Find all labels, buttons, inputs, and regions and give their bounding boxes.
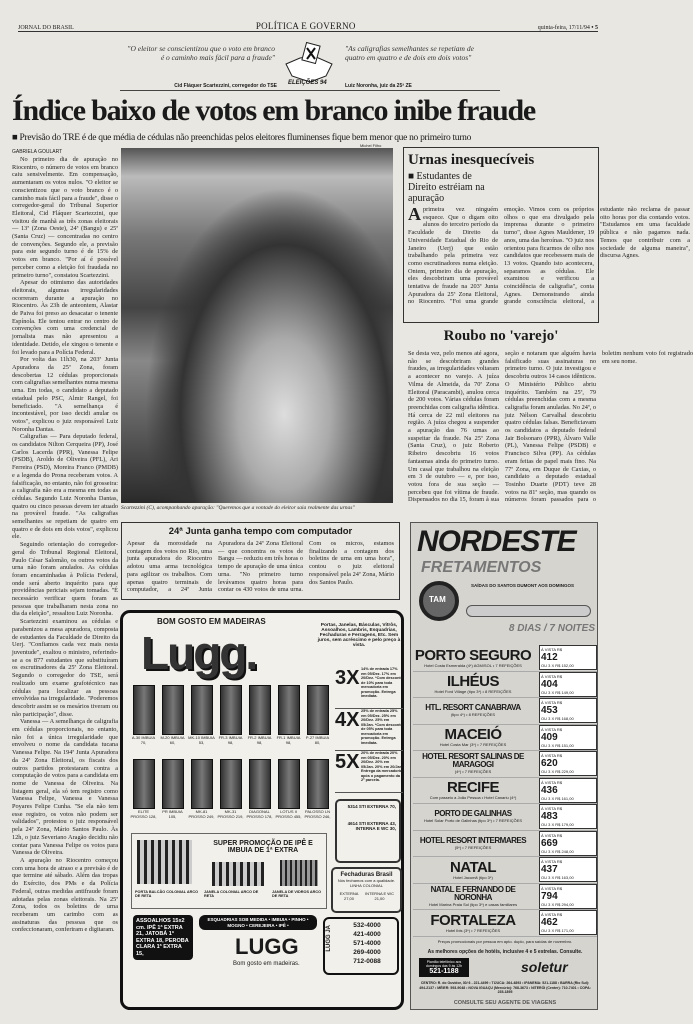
destination-row bbox=[413, 698, 597, 725]
price-label: À VISTA R$ bbox=[541, 912, 563, 918]
door-item bbox=[129, 685, 158, 745]
destination-info bbox=[413, 780, 533, 800]
window-image bbox=[212, 862, 264, 886]
paragraph: Caligrafias — Para deputado federal, os candidatos Nilton Cerqueira (PP), José Carlos Lacerda (PPR), Vanessa Felipe (PSDB), Aroldo de Oliveira (PFL), Ari Ferreira (PSD), Moreira Franco (PMDB) e a legenda do Prona receberam votos. A falsificação, no entanto, não foi grosseira: a caligrafia não era a mesma em todas as cédulas. Segundo Luiz Noronha Dantas, quatro ou cinco pessoas devem ter atuado na provável fraude. "As caligrafias semelhantes se repetiam de quatro em quatro e de dois em dois votos", explicou ele. bbox=[12, 433, 118, 541]
destination-hotel: Hotel Jacumã (tipo 3*) bbox=[453, 874, 493, 880]
news-photo bbox=[121, 148, 393, 503]
junta-box bbox=[121, 522, 400, 600]
phone-label: Plantão telefônico aos domingos das 9 às 12h bbox=[425, 960, 463, 968]
window-image bbox=[137, 840, 192, 884]
lugg-brand: Lugg. bbox=[141, 627, 257, 679]
sidebar-box bbox=[403, 147, 690, 323]
door-label: DIAGONAL PROSSO 178, bbox=[246, 809, 273, 819]
destination-name: MACEIÓ bbox=[444, 726, 502, 744]
headline: Índice baixo de votos em branco inibe fraude bbox=[12, 94, 536, 127]
door-image bbox=[133, 685, 155, 735]
price-value: 483 bbox=[541, 811, 558, 823]
door-image bbox=[278, 759, 300, 809]
door-label: MK-10 IMBUIA 53, bbox=[188, 735, 215, 745]
destination-hotel: Com passeio a João Pessoa • Hotel Canariu (4*) bbox=[429, 795, 517, 801]
installments: OU 3 X R$ 161,00 bbox=[541, 795, 574, 801]
plan-installments: 4X bbox=[335, 709, 360, 731]
quote-right-author: Luiz Noronha, juiz da 25ª ZE bbox=[345, 83, 412, 89]
installments: OU 3 X R$ 149,00 bbox=[541, 689, 574, 695]
payment-plan bbox=[335, 709, 403, 751]
page-number: • 5 bbox=[591, 25, 598, 31]
destination-hotel: Hotel Solar Porto de Galinhas (tipo 3*) • 7 REFEIÇÕES bbox=[423, 818, 523, 824]
price-value: 437 bbox=[541, 864, 558, 876]
price-label: À VISTA R$ bbox=[541, 806, 563, 812]
addresses: CENTRO: R. do Ouvidor, 30/ 6 - 221-4499 • TIJUCA: 264-4893 • IPANEMA: 521-1188 • BARRA (Rio Sul): 494-2137 • MÉIER: 593-9048 • NOVA IGUAÇU (Mercúrio): 768-3673 • NITERÓI (Center): 710-7401 • COPA: 235-1895 bbox=[419, 981, 591, 994]
sidebar-subtitle: ■ Estudantes de Direito estréiam na apuração bbox=[408, 171, 485, 204]
pado-int: INTERNA E WC 21,00 bbox=[365, 891, 394, 901]
window-image bbox=[280, 860, 318, 886]
esquadrias-box: ESQUADRIAS SOB MEDIDA • IMBUIA • PINHO • MOGNO • CEREJEIRA • IPÊ • bbox=[199, 915, 317, 930]
door-image bbox=[307, 759, 329, 809]
door-image bbox=[220, 759, 242, 809]
destination-name: HTL. RESORT CANABRAVA bbox=[425, 703, 521, 713]
price-box bbox=[539, 804, 597, 829]
price-label: À VISTA R$ bbox=[541, 885, 563, 891]
price-label: À VISTA R$ bbox=[541, 832, 563, 838]
door-label: FR-2 IMBUIA 98, bbox=[247, 735, 272, 745]
destination-name: FORTALEZA bbox=[430, 911, 516, 929]
price-box bbox=[539, 857, 597, 882]
destination-row bbox=[413, 884, 597, 911]
installments: OU 3 X R$ 151,00 bbox=[541, 742, 574, 748]
soletur-logo: soletur bbox=[521, 959, 568, 975]
door-label: MK-31 PROSSO 219, bbox=[217, 809, 244, 819]
section-title: POLÍTICA E GOVERNO bbox=[255, 21, 356, 31]
destination-hotel: (5*) • 7 REFEIÇÕES bbox=[454, 844, 492, 850]
lugg-logo: LUGG bbox=[235, 934, 299, 959]
lugg-products: Portas, Janelas, Básculas, Vitrôs, Assoalhos, Lambris, Esquadrias, Fechaduras e Ferragens, Etc. Sem juros, sem acréscimo e pelo preço à vista. bbox=[317, 623, 401, 648]
nordeste-ad bbox=[410, 522, 598, 1010]
price-label: À VISTA R$ bbox=[541, 700, 563, 706]
price-label: À VISTA R$ bbox=[541, 753, 563, 759]
door-image bbox=[249, 685, 271, 735]
destination-hotel: (tipo 4*) • 8 REFEIÇÕES bbox=[450, 712, 496, 718]
hardware-price: 4614 STI EXTERNA 43, bbox=[347, 821, 396, 826]
payment-plan bbox=[335, 751, 403, 793]
destination-row bbox=[413, 778, 597, 805]
hardware-price: 5314 STI EXTERNA 70, bbox=[347, 804, 396, 809]
destination-info bbox=[413, 913, 533, 933]
destination-info bbox=[413, 648, 533, 668]
price-box bbox=[539, 645, 597, 670]
dropcap: A bbox=[408, 204, 421, 224]
door-item bbox=[216, 685, 245, 745]
plan-installments: 5X bbox=[335, 751, 360, 773]
destination-info bbox=[413, 727, 533, 747]
price-box bbox=[539, 884, 597, 909]
store-phone: 712-0088 bbox=[353, 958, 381, 965]
destination-hotel: Hotel Costa Mar (3*) • 7 REFEIÇÕES bbox=[439, 742, 507, 748]
door-item bbox=[274, 759, 303, 819]
door-item bbox=[129, 759, 158, 819]
door-item bbox=[158, 759, 187, 819]
destination-info bbox=[413, 753, 533, 774]
destination-name: RECIFE bbox=[446, 779, 499, 797]
window-label: JANELA COLONIAL ARCO DE RETA bbox=[204, 890, 259, 898]
door-image bbox=[249, 759, 271, 809]
price-box bbox=[539, 831, 597, 856]
installments: OU 3 X R$ 168,00 bbox=[541, 716, 574, 722]
destination-hotel: Hotel Ibis (3*) • 7 REFEIÇÕES bbox=[445, 927, 501, 933]
destination-name: PORTO SEGURO bbox=[414, 646, 532, 664]
installments: OU 3 X R$ 294,00 bbox=[541, 901, 574, 907]
store-phone: 421-4000 bbox=[353, 931, 381, 938]
pado-slogan: Nós fechamos com a qualidade. bbox=[337, 878, 396, 883]
pado-line: LINHA COLONIAL bbox=[350, 883, 383, 888]
door-item bbox=[274, 685, 303, 745]
door-image bbox=[133, 759, 155, 809]
best-options: As melhores opções de hotéis, inclusive 4 e 5 estrelas. Consulte. bbox=[427, 949, 583, 955]
destination-hotel: (4*) • 7 REFEIÇÕES bbox=[454, 769, 492, 775]
destination-name: NATAL bbox=[449, 858, 497, 876]
duration: 8 DIAS / 7 NOITES bbox=[508, 623, 595, 634]
destination-row bbox=[413, 831, 597, 858]
door-label: PR IMBUIA 105, bbox=[162, 809, 183, 819]
price-value: 462 bbox=[541, 917, 558, 929]
paragraph: Vanessa — A semelhança de caligrafia em cédulas proporcionais, no entanto, não foi a única irregularidade que envolveu o nome da candidata tucana Vanessa Felipe. Na 194ª Junta Apuradora da 24ª Zona Eleitoral, os fiscais dos outros partidos protestaram contra a computação de votos para a candidata em nome de Vanessa de Oliveira. Na listagem geral, ela só tem registro como Vanessa Felipe, Vanessa e Vanessa Poyares Felipe Cunha. "Se ela não tem esse registro, os votos não podem ser validados", protestou o juiz responsável pela 24ª Zona, Mário Santos Paulo. Às 12h, o juiz Severiano Aragão decidiu não contar para Vanessa Felipe os votos para Vanessa de Oliveira. bbox=[12, 718, 118, 857]
destination-row bbox=[413, 645, 597, 672]
sidebar-text: primeira vez ninguém esquece. Que o digam oito alunos do terceiro período da Faculdade de Direito da Universidade Estadual do Rio de Janeiro (Uerj) que estão trabalhando pela primeira vez como escrutinadores numa eleição. Ontem, primeiro dia de apuração, eles descobriram uma provável tentativa de fraude na 203ª Junta Apuradora da 25ª Zona Eleitoral, no Riocentro. "Foi uma grande emoção. Vimos com os próprios olhos o que era divulgado pela imprensa durante o primeiro turno", disse Agnes Mauldener, 19 anos, uma das heroínas. "O juiz nos orientou para ficarmos de olho nos candidatos que recebessem mais de 13 votos. Quando isto acontecera, separamos as cédulas. Ele examinou e verificou a coincidência de caligrafia", conta Agnes. Demonstrando ainda grande consciência eleitoral, a estudante não reclama de passar oito horas por dia contando votos. "Estudamos em uma faculdade pública e não pagamos nada. Temos que contribuir com a sociedade de alguma maneira", discursa Agnes. bbox=[408, 206, 690, 306]
junta-title: 24ª Junta ganha tempo com computador bbox=[168, 526, 353, 537]
price-note: Preços promocionais por pessoa em apto. duplo, para saídas de novembro. bbox=[437, 939, 573, 944]
store-phone: 532-4000 bbox=[353, 922, 381, 929]
paragraph: Por volta das 11h30, na 203ª Junta Apuradora da 25ª Zona, foram descobertas 12 cédulas proporcionais com caligrafias semelhantes numa mesma urna. Em todas, o candidato a deputado estadual pelo PSC, Almir Rangel, foi beneficiado. "A semelhança é incontestável, por isso decidi anular os votos", explicou o juiz responsável Luiz Noronha Dantas. bbox=[12, 356, 118, 433]
price-box bbox=[539, 725, 597, 750]
elections-logo bbox=[280, 42, 340, 90]
destination-hotel: Hotel Ford Village (tipo 3*) • 8 REFEIÇÕES bbox=[434, 689, 512, 695]
installments: OU 3 X R$ 179,00 bbox=[541, 822, 574, 828]
departure: SAÍDAS DO SANTOS DUMONT AOS DOMINGOS bbox=[471, 583, 575, 588]
lugg-ad bbox=[120, 610, 404, 1010]
plan-installments: 3X bbox=[335, 667, 360, 689]
lugg-side-label: LUGG JÁ bbox=[326, 925, 332, 952]
door-item bbox=[158, 685, 187, 745]
destination-row bbox=[413, 857, 597, 884]
price-label: À VISTA R$ bbox=[541, 859, 563, 865]
installments: OU 3 X R$ 152,00 bbox=[541, 663, 574, 669]
door-item bbox=[216, 759, 245, 819]
roubo-title: Roubo no 'varejo' bbox=[443, 328, 559, 344]
destination-hotel: Hotel Marina Praia Sol (tipo 3*) e casas familiares bbox=[428, 901, 518, 907]
hardware-price: INTERNA E WC 30, bbox=[355, 826, 396, 831]
price-label: À VISTA R$ bbox=[541, 779, 563, 785]
door-item bbox=[245, 685, 274, 745]
destination-info bbox=[413, 837, 533, 850]
date: quinta-feira, 17/11/94 bbox=[537, 25, 590, 31]
installments: OU 3 X R$ 163,00 bbox=[541, 875, 574, 881]
window-label: PORTA BALCÃO COLONIAL ARCO DE RETA bbox=[135, 890, 199, 898]
destination-row bbox=[413, 672, 597, 699]
price-value: 409 bbox=[541, 731, 558, 743]
price-value: 620 bbox=[541, 758, 558, 770]
destination-info bbox=[413, 674, 533, 694]
price-box bbox=[539, 910, 597, 935]
door-item bbox=[245, 759, 274, 819]
installments: OU 3 X R$ 229,00 bbox=[541, 769, 574, 775]
price-value: 669 bbox=[541, 837, 558, 849]
paper-name: JORNAL DO BRASIL bbox=[18, 25, 74, 31]
door-item bbox=[303, 759, 332, 819]
phone-number: 521-1188 bbox=[429, 968, 459, 975]
plan-terms: 14% de entrada 17% em 05/Dez. 17% em 20/Dez. *Com desconto de 10% para toda mercadoria em promoção. Entrega imediata. bbox=[361, 667, 403, 698]
price-value: 436 bbox=[541, 784, 558, 796]
payment-plan bbox=[335, 667, 403, 709]
door-item bbox=[303, 685, 332, 745]
quote-left: "O eleitor se conscientizou que o voto em branco é o caminho mais fácil para a fraude" bbox=[127, 44, 275, 62]
airplane-image bbox=[466, 605, 591, 617]
sidebar-title: Urnas inesquecíveis bbox=[408, 152, 535, 168]
price-label: À VISTA R$ bbox=[541, 673, 563, 679]
installments: OU 3 X R$ 171,00 bbox=[541, 928, 574, 934]
destination-name: NATAL E FERNANDO DE NORONHA bbox=[430, 884, 516, 902]
paragraph: Apesar do otimismo das autoridades eleitorais, algumas irregularidades ocorreram durante a apuração no Riocentro. Às 23h de anteontem, Alastar de Paiva foi preso ao desacatar o tenente Espínola. Ele tentou entrar no centro de convenções com uma credencial de jornalista mas não apresentou a identidade. Detido, ele xingou o tenente e foi levado para a Polícia Federal. bbox=[12, 279, 118, 356]
door-label: ELITE PROSSO 128, bbox=[130, 809, 157, 819]
paragraph: A apuração no Riocentro começou com uma hora de atraso e a previsão é de que termine até sábado. Além das tropas do Exército, dos PMs e da Polícia Federal, outras medidas antifraude foram adotadas pelas zonas eleitorais. Na 25ª Zona, todos os boletins de urna receberam um carimbo com as assinaturas das pessoas que os confeccionaram, conferiram e digitaram. bbox=[12, 856, 118, 934]
door-label: P-27 IMBUIA 80, bbox=[305, 735, 330, 745]
destination-info bbox=[413, 704, 533, 717]
destination-name: PORTO DE GALINHAS bbox=[434, 809, 512, 819]
nordeste-title: NORDESTE bbox=[417, 525, 576, 558]
destination-name: HOTEL RESORT INTERMARES bbox=[419, 835, 527, 845]
door-label: A-30 IMBUIA 70, bbox=[131, 735, 156, 745]
door-image bbox=[307, 685, 329, 735]
store-phone: 571-4000 bbox=[353, 940, 381, 947]
door-image bbox=[278, 685, 300, 735]
plan-terms: 20% de entrada 20% em 05/Dez. 20% em 20/Dez. 20% em 05/Jan. 20% em 20/Jan. Entrega da mercadoria após o pagamento da 2ª parcela. bbox=[361, 751, 404, 782]
junta-text: Apesar da morosidade na contagem dos votos no Rio, uma junta apuradora do Riocentro adotou uma arma tecnológica para agilizar os trabalhos. Com apenas quatro terminais de computador, a 24ª Junta Apuradora da 24ª Zona Eleitoral — que concentra os votos de Bangu — reduziu em três horas o tempo de apuração de uma única urna. "No primeiro turno levávamos quatro horas para contar os 430 votos de uma urna. Com os micros, estamos finalizando a contagem dos boletins de urna em uma hora", contou o juiz eleitoral responsável pela 24ª Zona, Mário dos Santos Paulo. bbox=[127, 540, 394, 594]
door-image bbox=[191, 759, 213, 809]
photo-caption: Scartezzini (C), acompanhando apuração: "Queremos que a vontade do eleitor saia realmente das urnas" bbox=[121, 505, 355, 511]
quote-right: "As caligrafias semelhantes se repetiam de quatro em quatro e de dois em dois votos" bbox=[345, 44, 474, 62]
paragraph: Scartezzini examinou as cédulas e parabenizou a mesa apuradora, composta de estudantes da Faculdade de Direito da Uerj. "Confiamos cada vez mais nesta juventude", exaltou o ministro, referindo-se a os 877 estudantes que substituíram os escrutinadores da 25ª Zona Eleitoral. Segundo o corregedor do TSE, será realizado um exame grafotécnico nas cédulas para localizar as pessoas envolvidas na irregularidade. "Poderemos descobrir assim se os mesários tiveram ou não participação", disse. bbox=[12, 618, 118, 718]
store-phone: 269-4000 bbox=[353, 949, 381, 956]
destination-row bbox=[413, 725, 597, 752]
magnifier-icon bbox=[419, 581, 459, 621]
destination-row bbox=[413, 804, 597, 831]
door-label: M-20 IMBUIA 60, bbox=[160, 735, 185, 745]
door-item bbox=[187, 685, 216, 745]
price-box bbox=[539, 778, 597, 803]
door-label: FR-1 IMBUIA 98, bbox=[276, 735, 301, 745]
destination-row bbox=[413, 751, 597, 778]
paragraph: Seguindo orientação do corregedor-geral do Tribunal Regional Eleitoral, Paulo César Salomão, os outros votos da urna não foram anulados. As cédulas foram encaminhadas à Polícia Federal, onde será aberto inquérito para que providências periciais sejam tomadas. "É necessário verificar quem foram as pessoas que trabalharam nesta zona no dia da eleição", ressaltou Luiz Noronha. bbox=[12, 541, 118, 618]
nordeste-subtitle: FRETAMENTOS bbox=[421, 559, 542, 576]
destination-info bbox=[413, 860, 533, 880]
destination-name: ILHÉUS bbox=[446, 673, 499, 691]
destination-info bbox=[413, 810, 533, 823]
pado-brand: Fechaduras Brasil bbox=[340, 872, 393, 878]
door-label: LOTUS II PROSSO 455, bbox=[275, 809, 302, 819]
roubo-text: Se desta vez, pelo menos até agora, não se descobriram grandes fraudes, as irregularidades voltaram a acontecer no varejo. A juíza Vilma de Almeida, da 70ª Zona Eleitoral (Paracambi), anulou cerca de 200 votos. Várias cédulas foram preenchidas com caligrafia idêntica. Há cerca de 22 mil eleitores na região. A juíza chegou a suspender a apuração das 76 urnas ao suspeitar da fraude. Na 25ª Zona (Santa Cruz), o juiz Roberto Ribeiro descobriu 16 votos fantasmas ainda do primeiro turno. Um casal que trabalhou na eleição em 3 de outubro — e, por isso, votou fora de sua seção — percebeu que foi vítima de fraude. Dispensados no dia 15, foram à sua seção e notaram que alguém havia falsificado suas assinaturas no primeiro turno. O juiz investigou e descobriu outros 14 casos idênticos. O Ministério Público abriu inquérito. Também na 25ª, 79 cédulas preenchidas com a mesma caligrafia foram anuladas. No 24ª, o juiz Nélson Carvalhal descobriu quatro cédulas falsas. Beneficiavam os candidatos a deputado federal Jair Bolsonaro (PPR), Álvaro Valle (PL), Vanessa Felipe (PSDB) e Francisco Silva (PP). As cédulas eram feitas de papel mais fino. Na 77ª Zona, em Duque de Caxias, o candidato a deputado estadual Tosinho Duarte (PDT) teve 28 votos na 81ª seção, mas quando os números foram passados para o boletim nenhum voto foi registrado em seu nome. bbox=[408, 350, 693, 504]
deck: ■ Previsão do TRE é de que média de cédulas não preenchidas pelos eleitores fluminenses fique bem menor que no primeiro turno bbox=[12, 133, 472, 143]
quote-left-author: Cid Fláquer Scartezzini, corregedor do TSE bbox=[174, 83, 277, 89]
price-label: À VISTA R$ bbox=[541, 726, 563, 732]
destination-name: HOTEL RESORT SALINAS DE MARAGOGI bbox=[422, 752, 524, 770]
price-value: 453 bbox=[541, 705, 558, 717]
price-box bbox=[539, 698, 597, 723]
price-value: 412 bbox=[541, 652, 558, 664]
destination-info bbox=[413, 886, 533, 907]
door-image bbox=[162, 685, 184, 735]
assoalhos-box: ASSOALHOS 15x2 cm. IPÊ 1ª EXTRA 21, JATOBÁ 1ª EXTRA 18, PEROBA CLARA 1ª EXTRA 15, bbox=[133, 915, 193, 960]
door-image bbox=[191, 685, 213, 735]
destination-hotel: Hotel Costa Esmeralda (4*) AGM/SOL • 7 REFEIÇÕES bbox=[424, 662, 522, 668]
elections-logo-text: ELEIÇÕES 94 bbox=[288, 80, 327, 86]
price-label: À VISTA R$ bbox=[541, 647, 563, 653]
door-label: PALOSSO LN PROSSO 246, bbox=[304, 809, 331, 819]
price-value: 404 bbox=[541, 678, 558, 690]
consult-agent: CONSULTE SEU AGENTE DE VIAGENS bbox=[453, 1000, 557, 1006]
lugg-tagline: BOM GOSTO EM MADEIRAS bbox=[157, 617, 266, 626]
byline: GABRIELA GOULART bbox=[12, 149, 63, 155]
door-label: FR-3 IMBUIA 98, bbox=[218, 735, 243, 745]
airline-logo: TAM bbox=[429, 595, 446, 604]
door-item bbox=[187, 759, 216, 819]
window-label: JANELA DE VIDROS ARCO DE RETA bbox=[272, 890, 322, 898]
lugg-slogan: Bom gosto em madeiras. bbox=[233, 961, 300, 967]
price-box bbox=[539, 751, 597, 776]
paragraph: No primeiro dia de apuração no Riocentro, o número de votos em branco caiu sensivelmente. Em compensação, aumentaram os votos nulos. "O eleitor se conscientizou que o voto branco é o caminho mais fácil para a fraude", disse o corregedor-geral do Tribunal Superior Eleitoral, Cid Fláquer Scartezzini, que visitou de manhã as três zonas eleitorais — 13ª (Zona Oeste), 24ª (Bangu) e 25ª (Santa Cruz) — concentradas no centro de convenções. Segundo ele, a previsão para este segundo turno é de 15% de votos em branco. "Por aí é possível perceber como a eleição foi fraudada no primeiro turno", constatou Scartezzini. bbox=[12, 156, 118, 279]
installments: OU 3 X R$ 248,00 bbox=[541, 848, 574, 854]
destination-row bbox=[413, 910, 597, 937]
pado-ext: EXTERNA 27,00 bbox=[339, 891, 359, 901]
plan-terms: 25% de entrada 25% em 05/Dez. 25% em 20/Dez. 25% em 05/Jan. *Com desconto de 05% para toda mercadoria em promoção. Entrega imediata. bbox=[361, 709, 403, 745]
lugg-promo: SUPER PROMOÇÃO DE IPÊ E IMBUIA DE 1ª EXTRA bbox=[213, 840, 313, 854]
price-value: 794 bbox=[541, 890, 558, 902]
price-box bbox=[539, 672, 597, 697]
door-image bbox=[162, 759, 184, 809]
door-label: MK-81 PROSSO 249, bbox=[188, 809, 215, 819]
photo-credit: Michel Filho bbox=[360, 143, 382, 148]
masthead bbox=[18, 20, 598, 32]
door-image bbox=[220, 685, 242, 735]
article-body bbox=[12, 156, 118, 1001]
